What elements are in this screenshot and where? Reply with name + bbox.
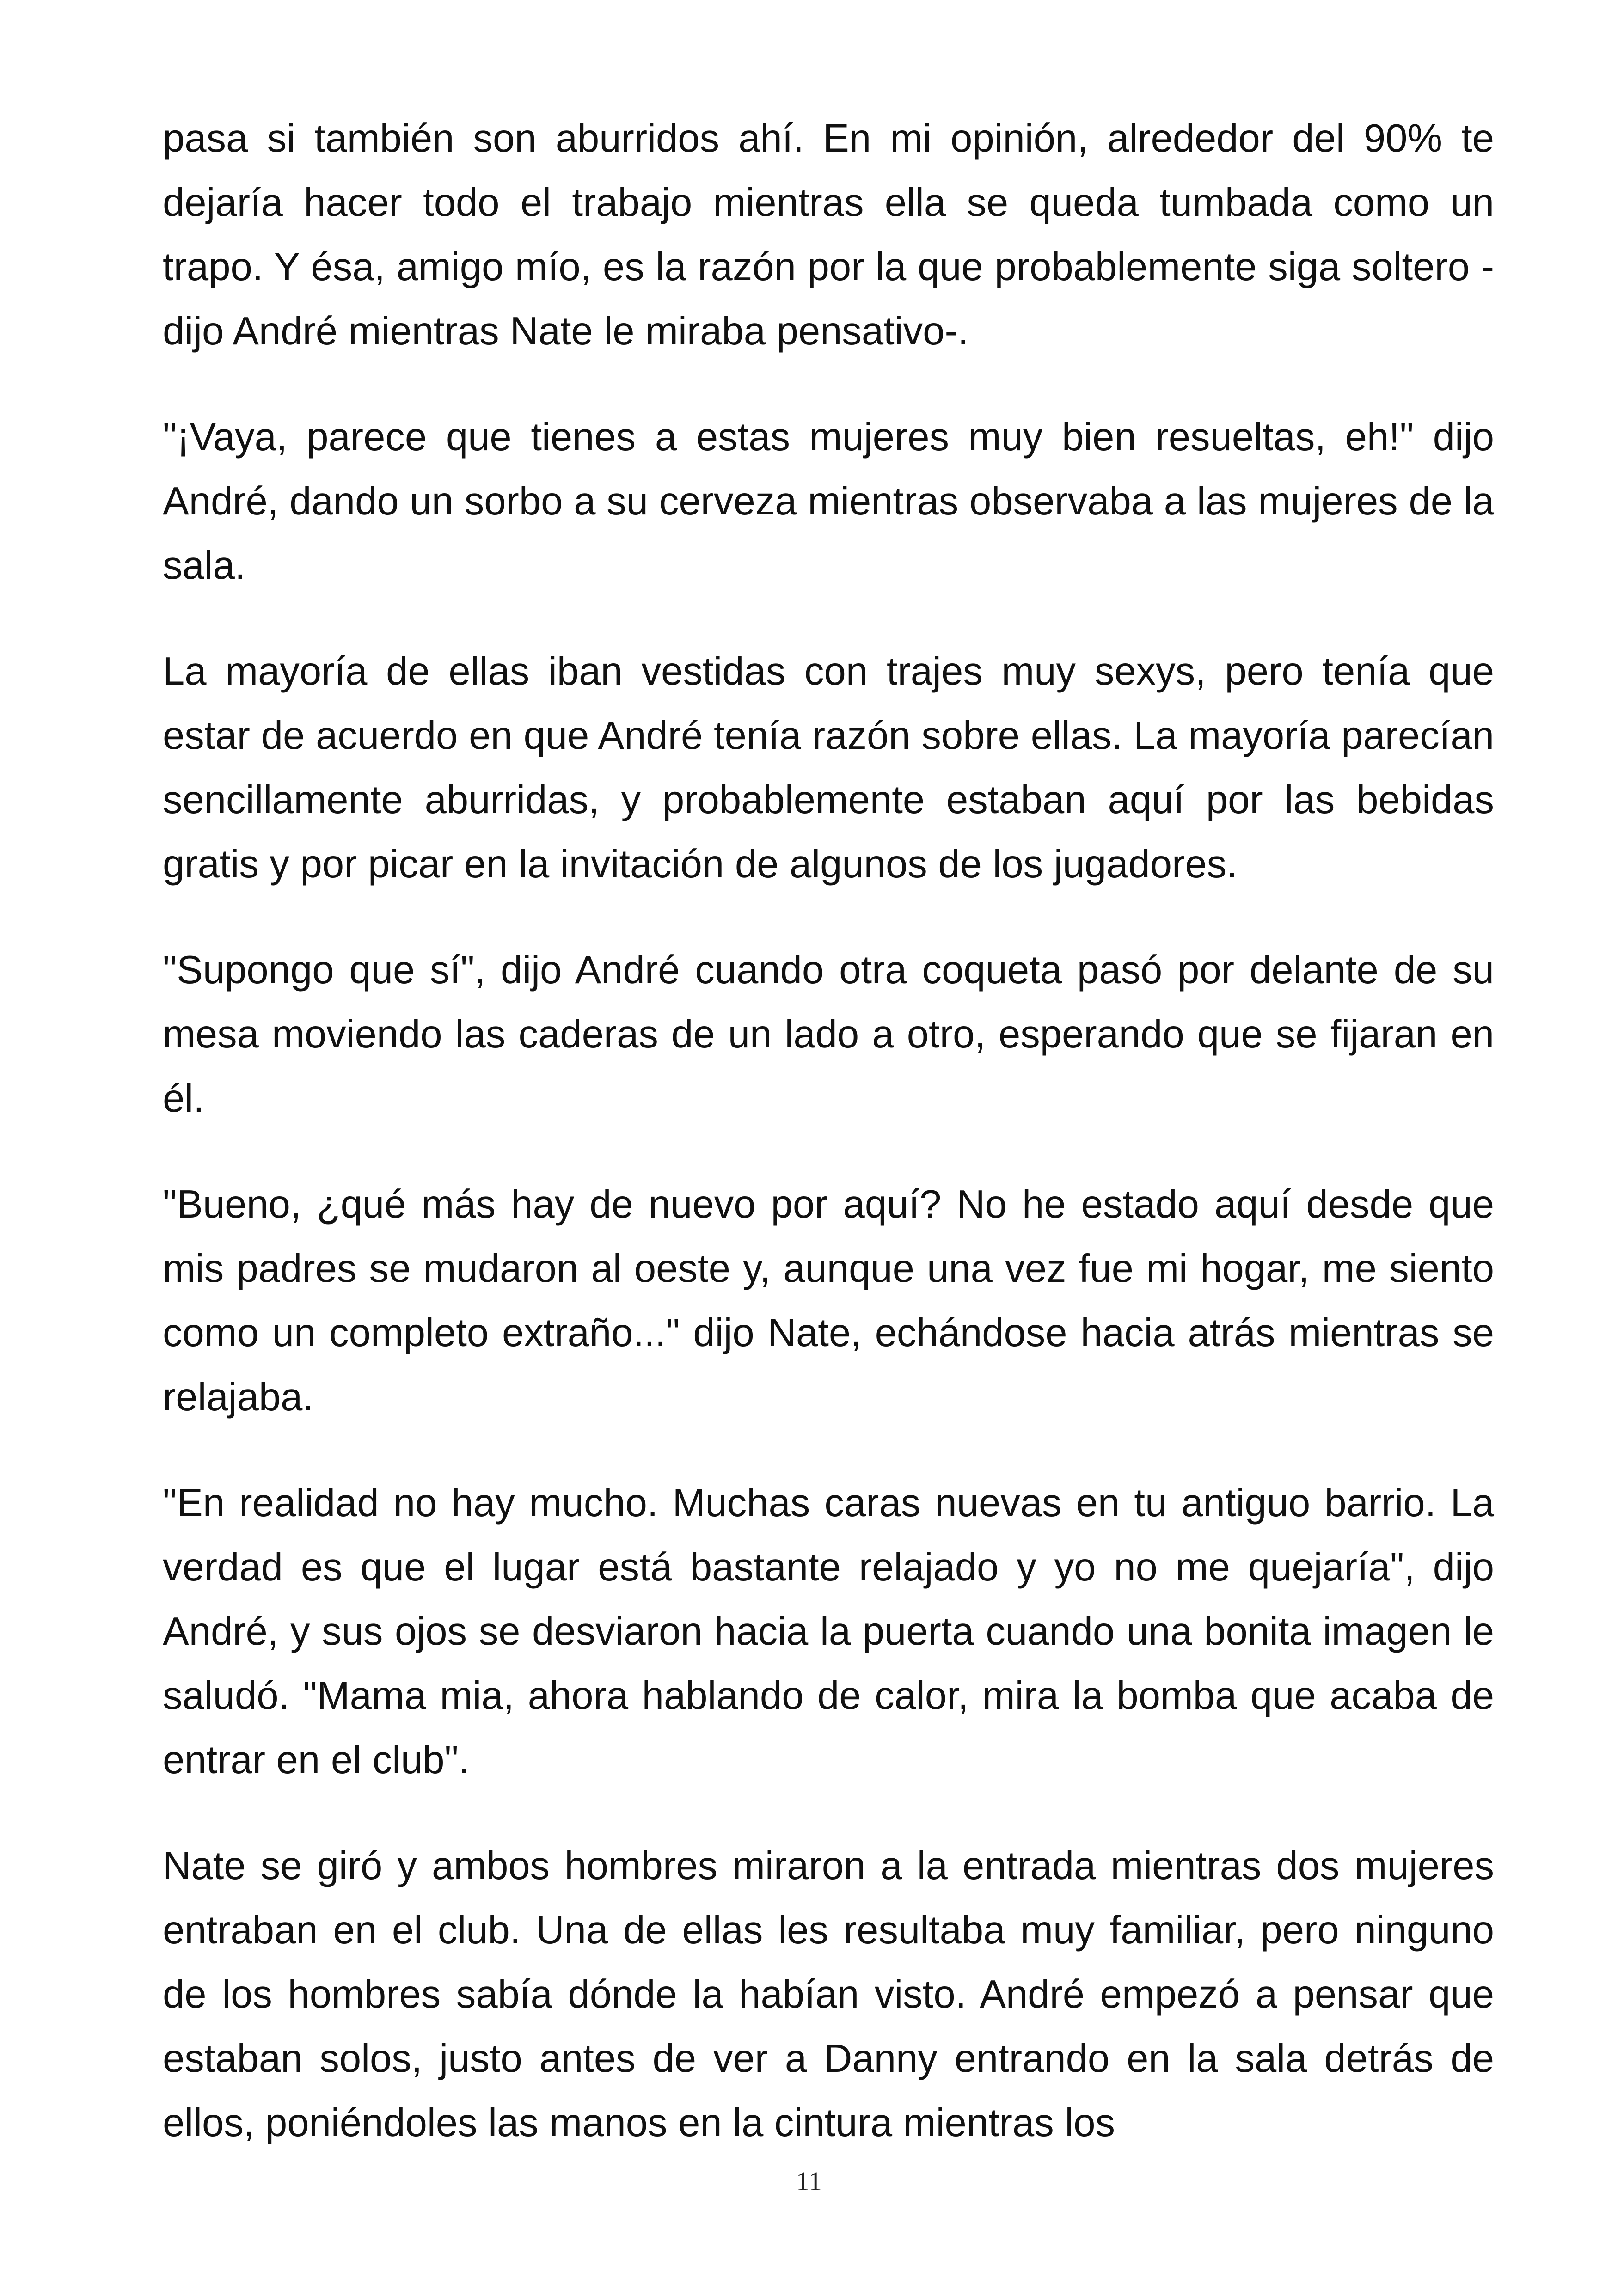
paragraph-2: "¡Vaya, parece que tienes a estas mujeres muy bien resueltas, eh!" dijo André, dando un sorbo a su cerveza mientras observaba a las mujeres de la sala. [163,415,1494,588]
paragraph-6: "En realidad no hay mucho. Muchas caras nuevas en tu antiguo barrio. La verdad es que el lugar está bastante relajado y yo no me quejaría", dijo André, y sus ojos se desviaron hacia la puerta cuando una bonita imagen le saludó. "Mama mia, ahora hablando de calor, mira la bomba que acaba de entrar en el club". [163,1481,1494,1782]
body-text [163,106,1494,2155]
paragraph-1: pasa si también son aburridos ahí. En mi opinión, alrededor del 90% te dejaría hacer todo el trabajo mientras ella se queda tumbada como un trapo. Y ésa, amigo mío, es la razón por la que probablemente siga soltero -dijo André mientras Nate le miraba pensativo-. [163,116,1494,353]
paragraph-3: La mayoría de ellas iban vestidas con trajes muy sexys, pero tenía que estar de acuerdo en que André tenía razón sobre ellas. La mayoría parecían sencillamente aburridas, y probablemente estaban aquí por las bebidas gratis y por picar en la invitación de algunos de los jugadores. [163,649,1494,886]
paragraph-4: "Supongo que sí", dijo André cuando otra coqueta pasó por delante de su mesa moviendo las caderas de un lado a otro, esperando que se fijaran en él. [163,948,1494,1120]
paragraph-5: "Bueno, ¿qué más hay de nuevo por aquí? No he estado aquí desde que mis padres se mudaron al oeste y, aunque una vez fue mi hogar, me siento como un completo extraño..." dijo Nate, echándose hacia atrás mientras se relajaba. [163,1182,1494,1419]
page-number: 11 [796,2166,822,2196]
paragraph-7: Nate se giró y ambos hombres miraron a la entrada mientras dos mujeres entraban en el club. Una de ellas les resultaba muy familiar, pero ninguno de los hombres sabía dónde la habían visto. André empezó a pensar que estaban solos, justo antes de ver a Danny entrando en la sala detrás de ellos, poniéndoles las manos en la cintura mientras los [163,1844,1494,2145]
